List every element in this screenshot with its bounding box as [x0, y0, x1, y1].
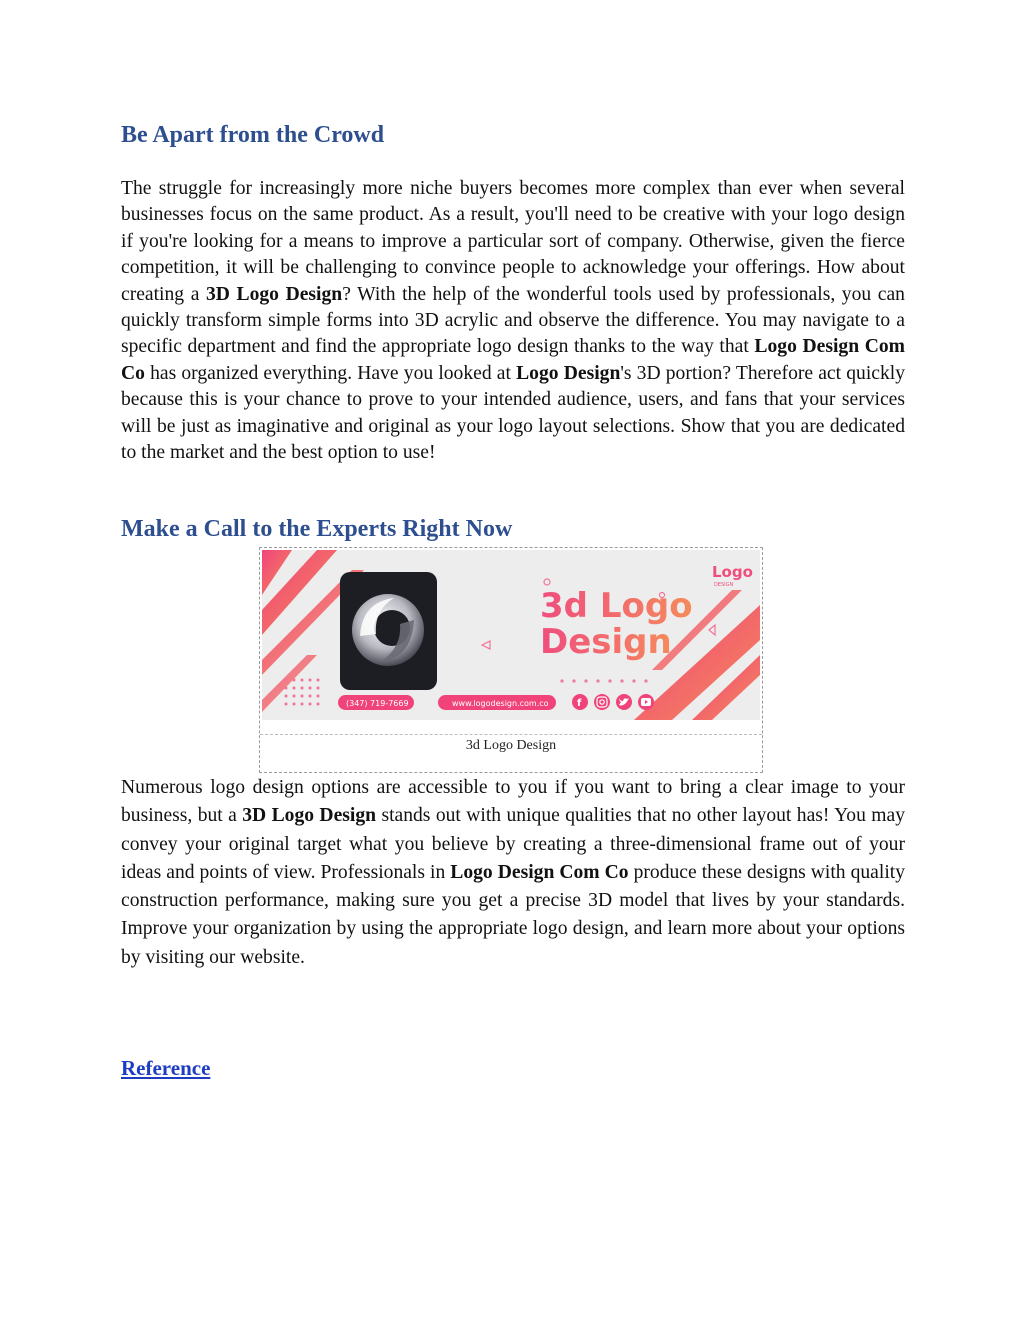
text-run: produce these designs with quality construction performance, making sure you get a precise 3D model that lives by your standards. Improve your organization by using the appropriate logo design, and learn more about your options by visiting our website. — [121, 861, 906, 968]
facebook-icon — [572, 694, 588, 710]
figure-caption: 3d Logo Design — [260, 734, 762, 754]
paragraph-logo-options — [121, 774, 905, 972]
text-run: has organized everything. Have you looked at — [144, 362, 517, 384]
bold-text-run: 3D Logo Design — [242, 805, 377, 827]
text-run: stands out with unique qualities that no other layout has! You may convey your original target what you believe by creating a three-dimensional frame out of your ideas and points of view. Professionals in — [121, 805, 905, 883]
reference-link[interactable]: Reference — [121, 1056, 211, 1080]
banner-title-line1: 3d Logo — [540, 586, 693, 626]
paragraph-be-apart — [121, 176, 905, 466]
youtube-icon — [638, 694, 654, 710]
bold-text-run: Logo Design — [516, 362, 621, 384]
banner-title-line2: Design — [540, 622, 672, 662]
text-run: 's 3D portion? Therefore act quickly because this is your chance to prove to your intended audience, users, and fans that your services will be just as imaginative and original as your logo layout selections. Show that you are dedicated to the market and the best option to use! — [121, 362, 906, 464]
bold-text-run: Logo Design Com Co — [121, 336, 905, 384]
text-run: ? With the help of the wonderful tools used by professionals, you can quickly transform simple forms into 3D acrylic and observe the difference. You may navigate to a specific department and find the appropriate logo design thanks to the way that — [121, 283, 905, 358]
section-heading-make-a-call: Make a Call to the Experts Right Now — [121, 516, 513, 542]
brand-logo-sub: DESIGN — [714, 582, 734, 588]
instagram-icon — [594, 694, 610, 710]
brand-logo-text: Logo — [712, 563, 753, 581]
phone-text: (347) 719-7669 — [346, 699, 409, 708]
bold-text-run: Logo Design Com Co — [450, 861, 629, 883]
bold-text-run: 3D Logo Design — [205, 283, 343, 305]
text-run: The struggle for increasingly more niche buyers becomes more complex than ever when several businesses focus on the same product. As a result, you'll need to be creative with your logo design if you're looking for a means to improve a particular sort of company. Otherwise, given the fierce competition, it will be challenging to convince people to acknowledge your offerings. How about creating a — [121, 178, 905, 305]
banner-figure — [259, 547, 763, 773]
banner-image — [262, 550, 760, 720]
section-heading-be-apart: Be Apart from the Crowd — [121, 122, 385, 148]
text-run: Numerous logo design options are accessible to you if you want to bring a clear image to your business, but a — [121, 777, 905, 827]
svg-text:f: f — [577, 698, 582, 709]
twitter-icon — [616, 694, 632, 710]
swirl-logo-icon — [352, 594, 424, 666]
website-text: www.logodesign.com.co — [452, 699, 549, 708]
